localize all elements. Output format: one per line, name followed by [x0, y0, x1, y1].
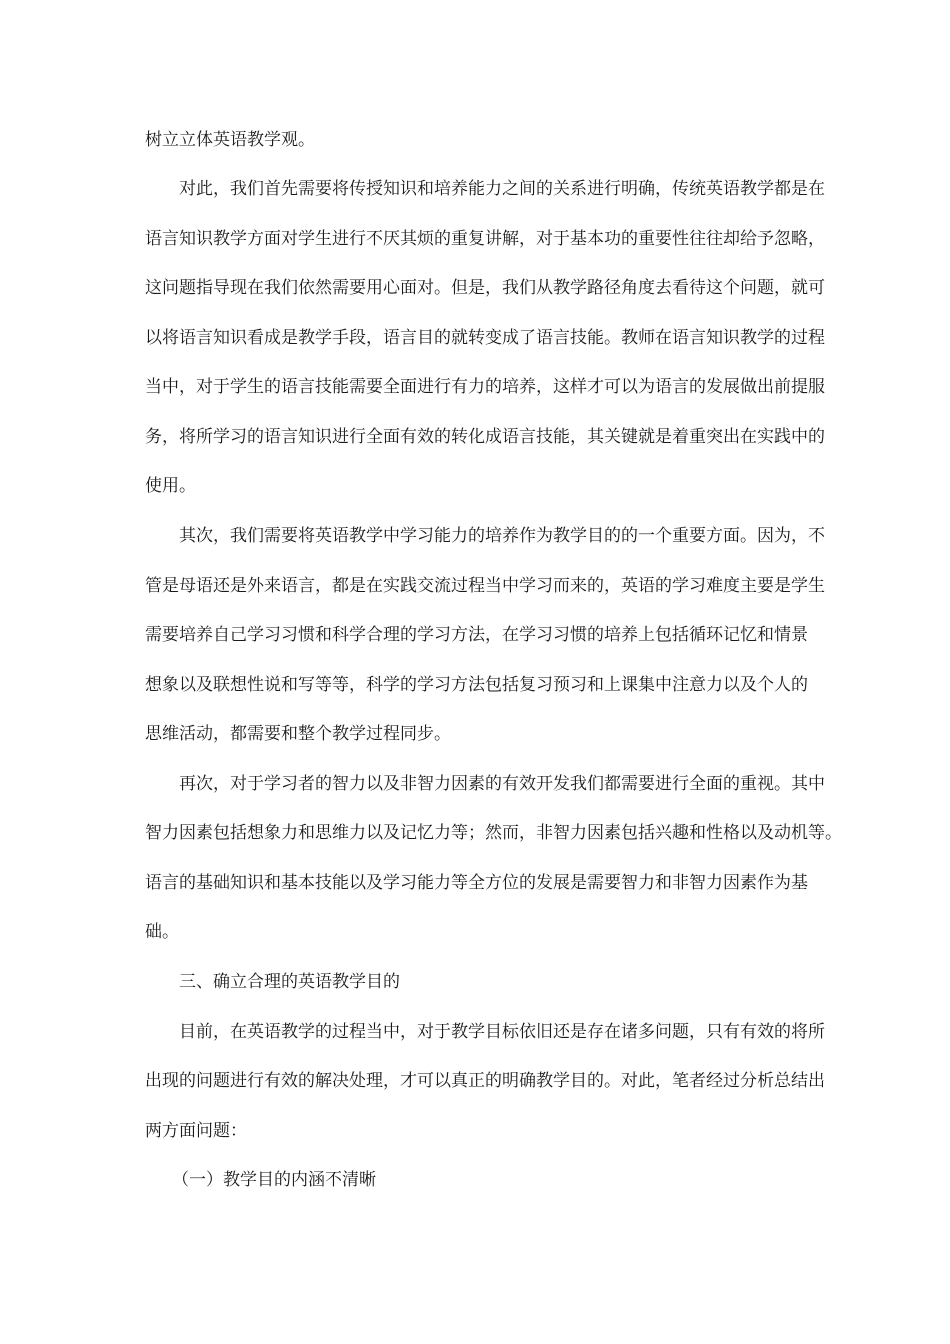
subsection-heading: （一）教学目的内涵不清晰	[172, 1170, 376, 1190]
paragraph-line: 智力因素包括想象力和思维力以及记忆力等；然而，非智力因素包括兴趣和性格以及动机等。	[145, 823, 842, 843]
paragraph-line: 想象以及联想性说和写等等，科学的学习方法包括复习预习和上课集中注意力以及个人的	[145, 675, 808, 695]
paragraph-line: 思维活动，都需要和整个教学过程同步。	[145, 724, 451, 744]
paragraph-line: 目前，在英语教学的过程当中，对于教学目标依旧还是存在诸多问题，只有有效的将所	[179, 1022, 825, 1042]
paragraph-line: 出现的问题进行有效的解决处理，才可以真正的明确教学目的。对此，笔者经过分析总结出	[145, 1071, 825, 1091]
paragraph-line: 管是母语还是外来语言，都是在实践交流过程当中学习而来的，英语的学习难度主要是学生	[145, 576, 825, 596]
paragraph-line: 再次，对于学习者的智力以及非智力因素的有效开发我们都需要进行全面的重视。其中	[179, 774, 825, 794]
paragraph-line: 以将语言知识看成是教学手段，语言目的就转变成了语言技能。教师在语言知识教学的过程	[145, 328, 825, 348]
paragraph-line: 语言的基础知识和基本技能以及学习能力等全方位的发展是需要智力和非智力因素作为基	[145, 873, 808, 893]
paragraph-line: 需要培养自己学习习惯和科学合理的学习方法，在学习习惯的培养上包括循环记忆和情景	[145, 625, 808, 645]
paragraph-line: 语言知识教学方面对学生进行不厌其烦的重复讲解，对于基本功的重要性往往却给予忽略，	[145, 229, 825, 249]
paragraph-line: 树立立体英语教学观。	[145, 130, 315, 150]
paragraph-line: 对此，我们首先需要将传授知识和培养能力之间的关系进行明确，传统英语教学都是在	[179, 179, 825, 199]
paragraph-line: 这问题指导现在我们依然需要用心面对。但是，我们从教学路径角度去看待这个问题，就可	[145, 278, 825, 298]
paragraph-line: 当中，对于学生的语言技能需要全面进行有力的培养，这样才可以为语言的发展做出前提服	[145, 377, 825, 397]
paragraph-line: 务，将所学习的语言知识进行全面有效的转化成语言技能，其关键就是着重突出在实践中的	[145, 427, 825, 447]
paragraph-line: 础。	[145, 922, 179, 942]
paragraph-line: 其次，我们需要将英语教学中学习能力的培养作为教学目的的一个重要方面。因为，不	[179, 526, 825, 546]
paragraph-line: 两方面问题：	[145, 1121, 247, 1141]
section-heading: 三、确立合理的英语教学目的	[179, 972, 400, 992]
paragraph-line: 使用。	[145, 476, 196, 496]
